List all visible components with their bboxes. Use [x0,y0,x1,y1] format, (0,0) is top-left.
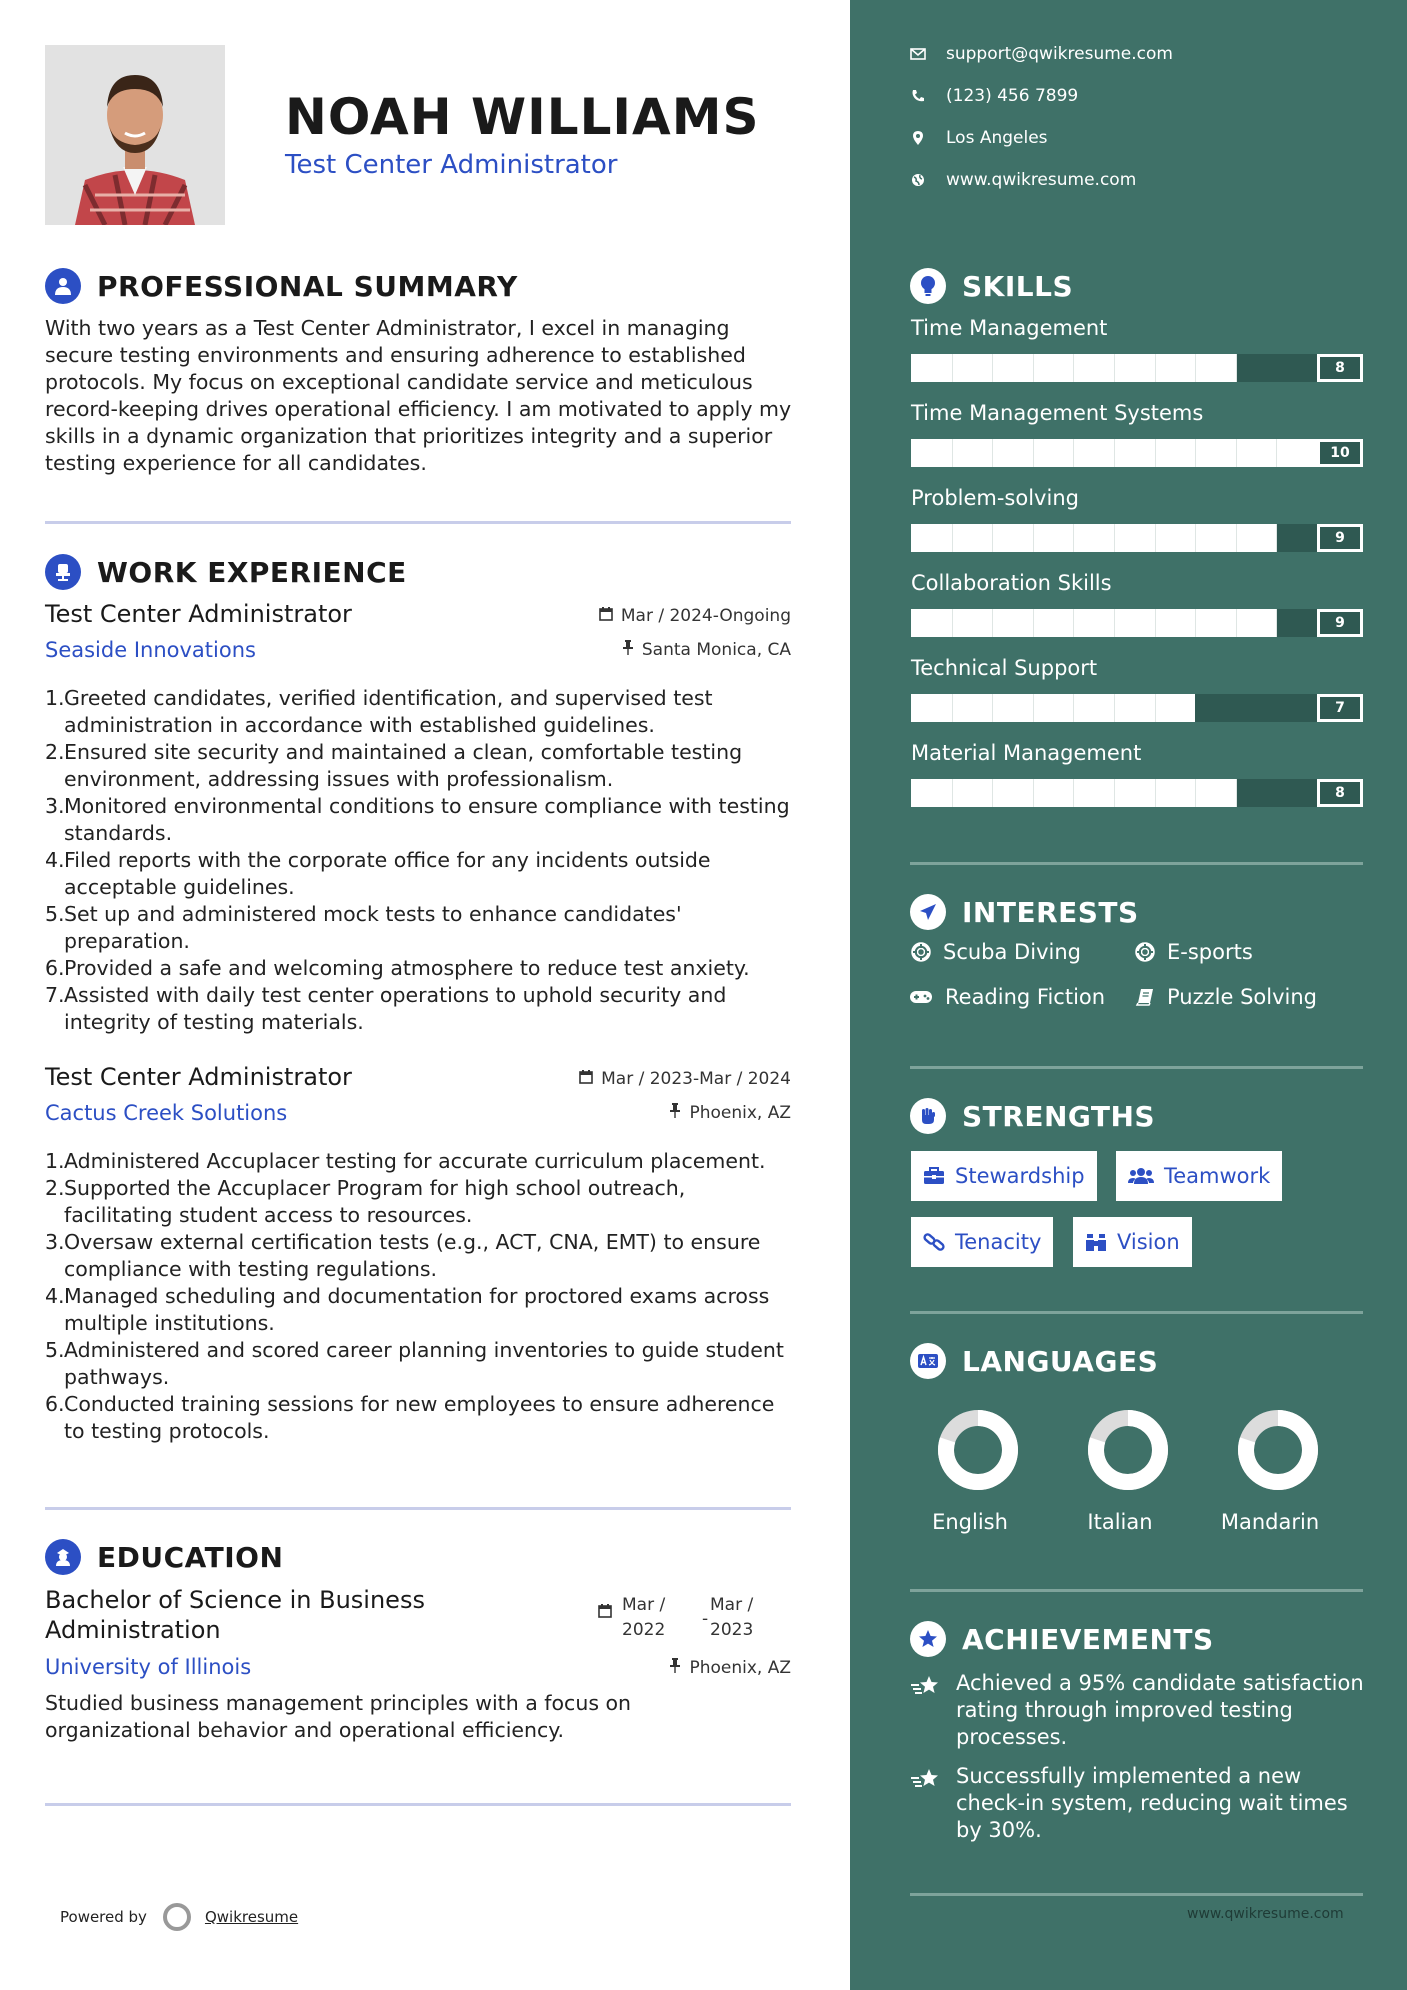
skills-title: SKILLS [962,269,1074,303]
lightbulb-icon [910,268,946,304]
achievements-title: ACHIEVEMENTS [962,1622,1214,1656]
skill-bar-segment [992,694,993,722]
education-description: Studied business management principles with a focus on organizational behavior and operational efficiency. [45,1691,632,1742]
skill-bar-segment [1236,439,1237,467]
binoculars-icon [1085,1232,1107,1252]
list-item: 4. Managed scheduling and documentation for proctored exams across multiple institutions. [45,1284,770,1335]
language-label: Italian [1087,1510,1153,1534]
gamepad-icon [909,989,933,1005]
skill-bar-segment [1276,439,1277,467]
interest-item: Scuba Diving [911,940,1081,964]
list-item: 6. Conducted training sessions for new employees to ensure adherence to testing protocols. [45,1392,775,1443]
job-bullets [45,685,795,1036]
job-date-text: Mar / 2023-Mar / 2024 [601,1069,791,1089]
contact-location: Los Angeles [910,128,1048,148]
list-item: 7. Assisted with daily test center operations to uphold security and integrity of testing materials. [45,983,727,1034]
skill-bar-segment [1073,354,1074,382]
skill-bar [911,609,1363,637]
skill-name: Time Management Systems [911,401,1204,425]
skill-bar-segment [1033,439,1034,467]
job-title: Test Center Administrator [45,1063,352,1091]
user-icon [45,268,81,304]
candidate-name: NOAH WILLIAMS [285,88,760,146]
skill-bar-segment [992,609,993,637]
education-location: Phoenix, AZ [669,1658,791,1678]
skill-bar-segment [1195,694,1196,722]
languages-title: LANGUAGES [962,1344,1159,1378]
skill-bar-segment [992,439,993,467]
qwikresume-logo-icon [163,1903,191,1931]
skill-bar-segment [992,779,993,807]
skill-bar-segment [1236,524,1237,552]
skill-bar-segment [1195,439,1196,467]
education-heading [45,1539,283,1575]
paper-plane-icon [910,894,946,930]
globe-icon [910,173,926,187]
qwikresume-link[interactable]: Qwikresume [204,1908,299,1926]
list-item: 1. Greeted candidates, verified identification, and supervised test administration in accordance with established guidelines. [45,686,713,737]
skill-bar-segment [1114,779,1115,807]
shooting-star-icon [910,1670,956,1751]
list-item: 3. Monitored environmental conditions to ensure compliance with testing standards. [45,794,790,845]
skill-bar-segment [1073,439,1074,467]
skill-bar [911,694,1363,722]
skill-bar-segment [1195,524,1196,552]
skill-bar-segment [1073,779,1074,807]
chair-icon [45,554,81,590]
pin-icon [622,640,634,660]
skill-bar-segment [1276,524,1277,552]
shooting-star-icon [910,1763,956,1844]
summary-heading [45,268,518,304]
footer-website[interactable]: www.qwikresume.com [1187,1906,1344,1922]
education-end-date: Mar / 2023 [710,1595,754,1640]
skill-bar-segment [1033,609,1034,637]
job-entry [45,600,791,1034]
skill-bar-segment [1114,439,1115,467]
strengths-heading [910,1098,1155,1134]
skill-bar-segment [1073,694,1074,722]
strengths-title: STRENGTHS [962,1099,1156,1133]
list-item: 4. Filed reports with the corporate office for any incidents outside acceptable guidelines. [45,848,711,899]
achievement-item: Successfully implemented a new check-in system, reducing wait times by 30%. [910,1763,1370,1844]
divider [45,521,791,524]
strength-tag: Teamwork [1116,1151,1282,1201]
job-company: Cactus Creek Solutions [45,1101,288,1125]
interests-title: INTERESTS [962,895,1139,929]
skills-heading [910,268,1073,304]
map-marker-icon [910,131,926,145]
divider [910,1066,1363,1069]
skill-bar-segment [952,609,953,637]
pin-icon [669,1103,681,1123]
skill-bar-segment [1033,524,1034,552]
skill-bar-segment [952,524,953,552]
list-item: 5. Administered and scored career planning inventories to guide student pathways. [45,1338,784,1389]
degree: Bachelor of Science in Business Administration [45,1586,425,1644]
skill-bar-segment [1114,694,1115,722]
link-icon [923,1232,945,1252]
skill-bar-segment [1155,524,1156,552]
job-company: Seaside Innovations [45,638,256,662]
language-icon [910,1343,946,1379]
skill-bar-segment [1114,609,1115,637]
skill-bar-segment [992,524,993,552]
education-start-date: Mar / 2022 [622,1595,666,1640]
experience-heading [45,554,407,590]
strength-tag: Stewardship [911,1151,1097,1201]
skill-bar-segment [1073,609,1074,637]
life-ring-icon [911,942,931,962]
job-location [622,640,791,660]
job-location-text: Santa Monica, CA [641,640,791,660]
language-donut [928,1408,1028,1496]
graduate-icon [45,1539,81,1575]
skill-bar-segment [952,354,953,382]
contact-website[interactable]: www.qwikresume.com [910,170,1136,190]
calendar-icon [599,606,613,626]
divider [910,1589,1363,1592]
skill-bar-segment [992,354,993,382]
list-item: 2. Supported the Accuplacer Program for high school outreach, facilitating student access to resources. [45,1176,686,1227]
education-date-separator: - [702,1609,709,1629]
profile-photo [45,45,225,225]
strength-tag: Tenacity [911,1217,1053,1267]
skill-bar [911,354,1363,382]
skill-name: Material Management [911,741,1142,765]
interest-item: Puzzle Solving [1135,985,1317,1009]
skill-bar-segment [1155,779,1156,807]
list-item: 6. Provided a safe and welcoming atmosphere to reduce test anxiety. [45,956,750,980]
skill-bar-segment [1195,779,1196,807]
skill-score: 7 [1317,694,1363,722]
list-item: 2. Ensured site security and maintained a clean, comfortable testing environment, addressing issues with professionalism. [45,740,743,791]
life-ring-icon [1135,942,1155,962]
summary-text: With two years as a Test Center Administrator, I excel in managing secure testing environments and ensuring adherence to established protocols. My focus on exceptional candidate service and meticulous record-keeping drives operational efficiency. I am motivated to apply my skills in a dynamic organization that prioritizes integrity and a superior testing experience for all candidates. [45,316,792,475]
achievement-item: Achieved a 95% candidate satisfaction rating through improved testing processes. [910,1670,1370,1751]
skill-bar-segment [1114,524,1115,552]
book-icon [1135,987,1155,1007]
skill-bar [911,779,1363,807]
divider [910,862,1363,865]
skill-bar [911,439,1363,467]
skill-name: Collaboration Skills [911,571,1112,595]
skill-bar-segment [1195,609,1196,637]
skill-bar-fill [911,609,1276,637]
contact-phone[interactable]: (123) 456 7899 [910,86,1078,106]
interest-item: Reading Fiction [909,985,1105,1009]
list-item: 5. Set up and administered mock tests to enhance candidates' preparation. [45,902,682,953]
skill-bar-segment [952,694,953,722]
skill-score: 8 [1317,779,1363,807]
skill-bar-segment [1114,354,1115,382]
experience-title: WORK EXPERIENCE [97,555,407,589]
candidate-title: Test Center Administrator [285,150,618,180]
achievements-heading [910,1621,1214,1657]
skill-bar-segment [1155,694,1156,722]
language-label: English [932,1510,1008,1534]
school-name: University of Illinois [45,1655,252,1679]
skill-bar-fill [911,524,1276,552]
interest-item: E-sports [1135,940,1253,964]
skill-bar-segment [1033,779,1034,807]
job-date [599,606,791,626]
calendar-icon [579,1069,593,1089]
briefcase-icon [923,1167,945,1185]
skill-bar-segment [1276,779,1277,807]
skill-score: 9 [1317,524,1363,552]
job-title: Test Center Administrator [45,600,352,628]
pin-icon [669,1658,681,1678]
envelope-icon [910,48,926,60]
skill-score: 10 [1317,439,1363,467]
skill-name: Technical Support [911,656,1098,680]
list-item: 3. Oversaw external certification tests (e.g., ACT, CNA, EMT) to ensure compliance with testing regulations. [45,1230,761,1281]
divider [45,1803,791,1806]
interests-heading [910,894,1139,930]
summary-title: PROFESSIONAL SUMMARY [97,269,518,303]
languages-heading [910,1343,1158,1379]
skill-bar-segment [1155,354,1156,382]
skill-bar-segment [1033,694,1034,722]
language-donut [1078,1408,1178,1496]
skill-bar-segment [1195,354,1196,382]
job-date-text: Mar / 2024-Ongoing [620,606,791,626]
skill-bar [911,524,1363,552]
skill-bar-segment [1236,354,1237,382]
job-date [579,1069,791,1089]
skill-name: Problem-solving [911,486,1079,510]
skill-score: 9 [1317,609,1363,637]
star-badge-icon [910,1621,946,1657]
job-bullets [45,1148,795,1445]
divider [910,1311,1363,1314]
education-entry [45,1585,791,1755]
job-location [669,1103,791,1123]
users-icon [1128,1167,1154,1185]
skill-bar-segment [1073,524,1074,552]
language-label: Mandarin [1220,1510,1320,1534]
skill-bar-fill [911,694,1195,722]
powered-by: Powered by Qwikresume [60,1903,298,1931]
fist-icon [910,1098,946,1134]
calendar-icon [598,1603,612,1622]
strength-tag: Vision [1073,1217,1192,1267]
contact-email[interactable]: support@qwikresume.com [910,44,1173,64]
language-donut [1228,1408,1328,1496]
skill-bar-segment [1236,694,1237,722]
skill-bar-segment [1276,609,1277,637]
skill-score: 8 [1317,354,1363,382]
skill-name: Time Management [911,316,1108,340]
skill-bar-segment [1155,439,1156,467]
skill-bar-segment [1033,354,1034,382]
skill-bar-segment [1236,779,1237,807]
job-location-text: Phoenix, AZ [689,1103,791,1123]
skill-bar-segment [1276,354,1277,382]
education-title: EDUCATION [97,1540,284,1574]
divider [45,1507,791,1510]
list-item: 1. Administered Accuplacer testing for accurate curriculum placement. [45,1149,766,1173]
divider [910,1893,1363,1896]
phone-icon [910,89,926,103]
job-entry [45,1063,791,1453]
skill-bar-segment [952,779,953,807]
skill-bar-segment [1236,609,1237,637]
skill-bar-segment [1155,609,1156,637]
skill-bar-segment [952,439,953,467]
skill-bar-segment [1276,694,1277,722]
